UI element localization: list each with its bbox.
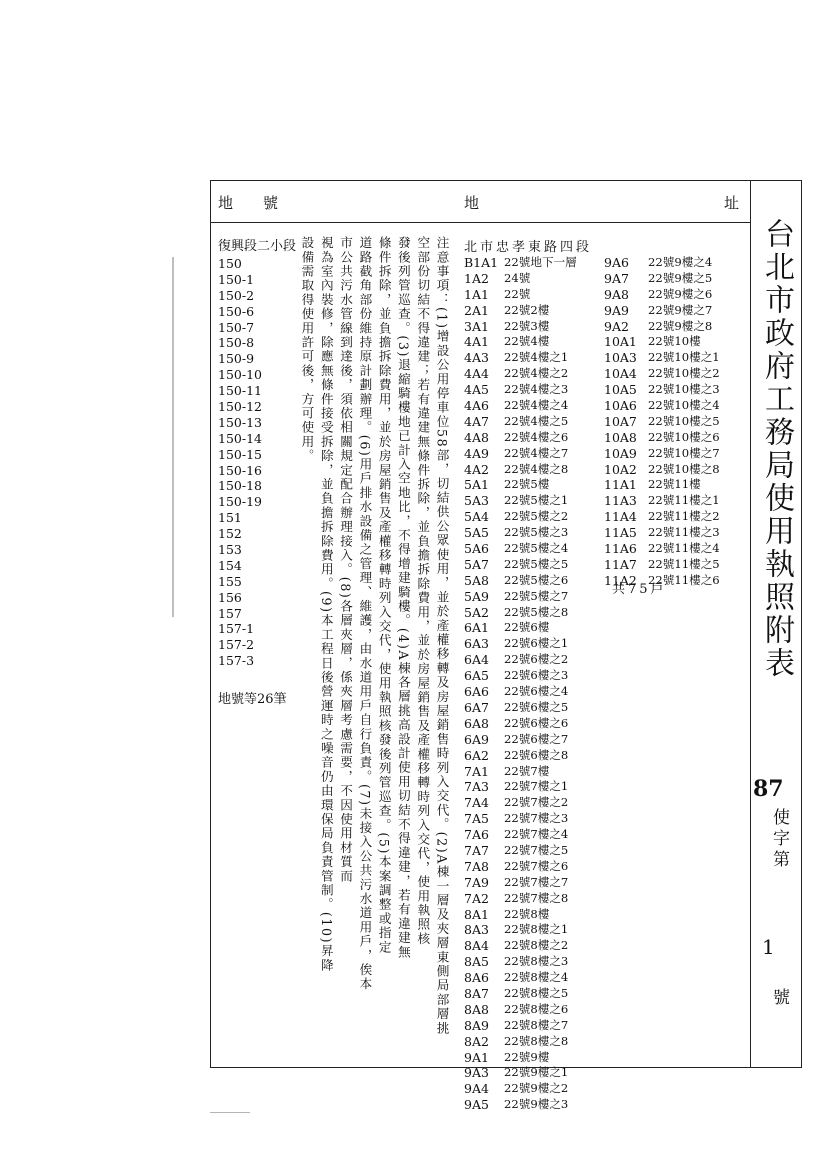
lot-number: 155 [218, 573, 242, 589]
unit-address: 22號6樓之3 [504, 668, 569, 683]
title-divider [750, 180, 751, 1068]
unit-code: 5A7 [464, 556, 489, 572]
lot-number: 150-16 [218, 462, 262, 478]
permit-suffix: 號 [769, 988, 789, 1005]
unit-code: 7A7 [464, 842, 489, 858]
unit-code: 7A3 [464, 779, 489, 795]
unit-code: 9A5 [464, 1097, 489, 1113]
unit-list-b [604, 255, 637, 589]
unit-code: 2A1 [464, 302, 489, 318]
lot-number: 154 [218, 557, 242, 573]
unit-address: 22號5樓之5 [504, 556, 569, 571]
unit-code: 7A8 [464, 858, 489, 874]
unit-address: 22號11樓之6 [648, 572, 720, 587]
unit-address: 22號5樓 [504, 477, 550, 492]
document-title: 台北市政府工務局使用執照附表 [759, 218, 794, 680]
unit-code: 10A9 [604, 445, 637, 461]
unit-code: 6A8 [464, 715, 489, 731]
lot-number: 150-18 [218, 478, 262, 494]
unit-address: 22號11樓之4 [648, 541, 720, 556]
unit-code: 4A7 [464, 413, 489, 429]
lot-number: 150-19 [218, 494, 262, 510]
lot-number: 157-3 [218, 653, 255, 669]
lot-number: 150-11 [218, 383, 262, 399]
lot-header: 地 號 [218, 194, 279, 212]
unit-address: 22號地下一層 [504, 255, 577, 269]
unit-address: 22號6樓之5 [504, 699, 569, 714]
unit-list-a [464, 255, 498, 1113]
lot-number: 150-2 [218, 287, 255, 303]
unit-code: 8A2 [464, 1033, 489, 1049]
unit-address: 22號4樓之4 [504, 398, 569, 413]
lot-number: 152 [218, 526, 242, 542]
unit-address: 22號8樓之2 [504, 938, 569, 953]
unit-code: 9A1 [464, 1049, 489, 1065]
unit-code: 5A5 [464, 525, 489, 541]
unit-code: 10A4 [604, 366, 637, 382]
unit-address: 22號11樓之3 [648, 525, 720, 540]
unit-address: 22號10樓之6 [648, 429, 720, 444]
lot-number: 151 [218, 510, 242, 526]
unit-code: 11A4 [604, 509, 637, 525]
lot-number: 150-10 [218, 367, 262, 383]
note-column: 條件拆除，並負擔拆除費用，並於房屋銷售及產權移轉時列入交代，使用執照核發後列管巡查。(5)本案調整或指定 [376, 236, 392, 955]
unit-code: 6A3 [464, 636, 489, 652]
unit-code: 7A1 [464, 763, 489, 779]
unit-address: 22號 [504, 286, 531, 301]
unit-address: 22號11樓 [648, 477, 701, 492]
unit-address: 22號9樓之7 [648, 302, 713, 317]
unit-code: 10A3 [604, 350, 637, 366]
unit-address: 24號 [504, 270, 531, 285]
unit-address: 22號8樓之8 [504, 1033, 569, 1048]
unit-code: 7A6 [464, 827, 489, 843]
unit-address: 22號4樓 [504, 334, 550, 349]
unit-address: 22號8樓之1 [504, 922, 569, 937]
unit-code: 11A5 [604, 525, 637, 541]
unit-address: 22號7樓之3 [504, 811, 569, 826]
permit-index: 1 [762, 935, 775, 959]
unit-address: 22號8樓之6 [504, 1001, 569, 1016]
unit-address: 22號5樓之1 [504, 493, 569, 508]
unit-code: 8A5 [464, 954, 489, 970]
unit-code: 8A9 [464, 1017, 489, 1033]
unit-code: B1A1 [464, 255, 499, 270]
unit-code: 8A7 [464, 985, 489, 1001]
unit-code: 8A1 [464, 906, 489, 922]
unit-address: 22號6樓 [504, 620, 550, 635]
unit-address: 22號9樓之3 [504, 1097, 569, 1112]
lot-number: 150-14 [218, 430, 262, 446]
unit-code: 9A9 [604, 302, 629, 318]
unit-code: 9A6 [604, 255, 629, 270]
unit-address: 22號10樓之2 [648, 366, 720, 381]
unit-code: 6A2 [464, 747, 489, 763]
unit-code: 11A7 [604, 556, 637, 572]
address-header: 地 [464, 194, 480, 212]
lot-number: 150-12 [218, 399, 262, 415]
scan-mark [172, 257, 174, 617]
unit-address: 22號11樓之5 [648, 556, 720, 571]
unit-address: 22號4樓之3 [504, 382, 569, 397]
unit-address: 22號4樓之7 [504, 445, 569, 460]
unit-code: 4A1 [464, 334, 489, 350]
lot-count: 地號等26筆 [218, 692, 287, 707]
unit-code: 10A8 [604, 429, 637, 445]
unit-code: 7A2 [464, 890, 489, 906]
permit-prefix: 使字第 [769, 808, 789, 871]
unit-code: 5A9 [464, 588, 489, 604]
permit-number: 87 [753, 776, 784, 802]
unit-code: 6A9 [464, 731, 489, 747]
unit-address: 22號5樓之3 [504, 525, 569, 540]
unit-code: 5A2 [464, 604, 489, 620]
unit-code: 9A7 [604, 270, 629, 286]
unit-code: 10A2 [604, 461, 637, 477]
scan-mark [210, 1112, 250, 1113]
unit-code: 6A7 [464, 699, 489, 715]
unit-address: 22號10樓 [648, 334, 701, 349]
lot-number: 157 [218, 605, 242, 621]
unit-address: 22號8樓之4 [504, 970, 569, 985]
unit-code: 5A4 [464, 509, 489, 525]
unit-code: 10A6 [604, 398, 637, 414]
lot-number: 150-7 [218, 319, 255, 335]
unit-address: 22號7樓之4 [504, 827, 569, 842]
unit-code: 5A3 [464, 493, 489, 509]
unit-code: 3A1 [464, 318, 489, 334]
lot-number: 150-15 [218, 446, 262, 462]
unit-code: 10A5 [604, 382, 637, 398]
lot-number: 153 [218, 542, 242, 558]
unit-code: 4A4 [464, 366, 489, 382]
unit-address: 22號5樓之2 [504, 509, 569, 524]
unit-address: 22號5樓之7 [504, 588, 569, 603]
unit-code: 5A8 [464, 572, 489, 588]
unit-code: 9A8 [604, 286, 629, 302]
lot-number: 156 [218, 589, 242, 605]
unit-address: 22號9樓之6 [648, 286, 713, 301]
unit-address: 22號6樓之7 [504, 731, 569, 746]
unit-address: 22號11樓之2 [648, 509, 720, 524]
address-header-end: 址 [724, 194, 740, 212]
unit-address: 22號9樓 [504, 1049, 550, 1064]
unit-address: 22號5樓之8 [504, 604, 569, 619]
unit-address: 22號6樓之8 [504, 747, 569, 762]
unit-address: 22號11樓之1 [648, 493, 720, 508]
unit-code: 4A3 [464, 350, 489, 366]
unit-address: 22號10樓之8 [648, 461, 720, 476]
unit-address: 22號4樓之6 [504, 429, 569, 444]
unit-address: 22號3樓 [504, 318, 550, 333]
street-name: 北市忠孝東路四段 [464, 240, 593, 255]
unit-address: 22號4樓之2 [504, 366, 569, 381]
unit-code: 11A2 [604, 572, 637, 588]
lot-number: 150-6 [218, 303, 255, 319]
unit-code: 6A5 [464, 668, 489, 684]
lot-number: 150-1 [218, 271, 255, 287]
unit-code: 5A1 [464, 477, 489, 493]
unit-code: 4A2 [464, 461, 489, 477]
header-divider [210, 222, 750, 223]
lot-number: 157-2 [218, 637, 255, 653]
unit-code: 7A5 [464, 811, 489, 827]
unit-address: 22號6樓之6 [504, 715, 569, 730]
unit-code: 6A1 [464, 620, 489, 636]
note-column: 市公共污水管線到達後，須依相關規定配合辦理接入。(8)各層夾層，係夾層考慮需要，不因使用材質而 [338, 236, 354, 884]
section-name: 復興段二小段 [218, 239, 297, 254]
unit-address: 22號4樓之1 [504, 350, 569, 365]
unit-address: 22號4樓之5 [504, 413, 569, 428]
note-column: 發後列管巡查。(3)退縮騎樓地已計入空地比，不得增建騎樓。(4)A棟各層挑高設計使用切結不得違建，若有違建無 [395, 236, 411, 960]
lot-number: 150-8 [218, 335, 255, 351]
unit-address: 22號4樓之8 [504, 461, 569, 476]
lot-number: 150 [218, 256, 242, 271]
lot-number: 150-13 [218, 414, 262, 430]
note-column: 道路截角部份維持原計劃辦理。(6)用戶排水設備之管理、維護，由水道用戶自行負責。(7)未接入公共污水道用戶，俟本 [357, 236, 373, 992]
lot-list [218, 256, 262, 669]
unit-address: 22號8樓 [504, 906, 550, 921]
unit-address: 22號7樓之8 [504, 890, 569, 905]
unit-address: 22號7樓之7 [504, 874, 569, 889]
unit-code: 6A6 [464, 684, 489, 700]
unit-address: 22號8樓之7 [504, 1017, 569, 1032]
unit-code: 9A4 [464, 1081, 489, 1097]
unit-address: 22號2樓 [504, 302, 550, 317]
address-list-a [504, 255, 577, 1113]
unit-address: 22號9樓之8 [648, 318, 713, 333]
unit-address: 22號5樓之6 [504, 572, 569, 587]
unit-address: 22號10樓之3 [648, 382, 720, 397]
unit-code: 7A4 [464, 795, 489, 811]
unit-code: 6A4 [464, 652, 489, 668]
unit-code: 9A3 [464, 1065, 489, 1081]
unit-code: 9A2 [604, 318, 629, 334]
unit-address: 22號9樓之1 [504, 1065, 569, 1080]
unit-code: 8A4 [464, 938, 489, 954]
unit-address: 22號5樓之4 [504, 541, 569, 556]
unit-address: 22號8樓之5 [504, 985, 569, 1000]
unit-code: 11A3 [604, 493, 637, 509]
unit-code: 8A8 [464, 1001, 489, 1017]
unit-address: 22號10樓之7 [648, 445, 720, 460]
unit-address: 22號10樓之5 [648, 413, 720, 428]
note-column: 視為室內裝修，除應無條件接受拆除，並負擔拆除費用。(9)本工程日後營運時之噪音仍由環保局負責管制。(10)昇降 [318, 236, 334, 973]
unit-code: 5A6 [464, 541, 489, 557]
unit-address: 22號7樓 [504, 763, 550, 778]
total-units: 共75戶 [612, 582, 667, 597]
unit-address: 22號6樓之2 [504, 652, 569, 667]
unit-address: 22號7樓之5 [504, 842, 569, 857]
unit-code: 1A2 [464, 270, 489, 286]
unit-code: 11A1 [604, 477, 637, 493]
unit-address: 22號6樓之1 [504, 636, 569, 651]
unit-code: 8A3 [464, 922, 489, 938]
lot-number: 150-9 [218, 351, 255, 367]
note-column: 空部份切結不得違建；若有違建無條件拆除，並負擔拆除費用，並於房屋銷售及產權移轉時列入交代，使用執照核 [415, 236, 431, 946]
unit-code: 10A1 [604, 334, 637, 350]
unit-address: 22號7樓之1 [504, 779, 569, 794]
unit-address: 22號6樓之4 [504, 684, 569, 699]
unit-address: 22號7樓之2 [504, 795, 569, 810]
address-list-b [648, 255, 720, 589]
unit-code: 11A6 [604, 541, 637, 557]
unit-code: 8A6 [464, 970, 489, 986]
note-column: 設備需取得使用許可後，方可使用。 [299, 236, 315, 464]
lot-number: 157-1 [218, 621, 255, 637]
unit-address: 22號9樓之5 [648, 270, 713, 285]
unit-address: 22號9樓之4 [648, 255, 713, 269]
unit-address: 22號9樓之2 [504, 1081, 569, 1096]
unit-address: 22號7樓之6 [504, 858, 569, 873]
unit-code: 4A9 [464, 445, 489, 461]
unit-code: 7A9 [464, 874, 489, 890]
unit-code: 4A5 [464, 382, 489, 398]
unit-code: 4A6 [464, 398, 489, 414]
note-column: 注意事項：(1)增設公用停車位58部，切結供公眾使用，並於產權移轉及房屋銷售時列入交代。(2)A棟一層及夾層東側局部層挑 [434, 236, 450, 1036]
unit-address: 22號10樓之4 [648, 398, 720, 413]
unit-address: 22號8樓之3 [504, 954, 569, 969]
unit-address: 22號10樓之1 [648, 350, 720, 365]
unit-code: 4A8 [464, 429, 489, 445]
unit-code: 10A7 [604, 413, 637, 429]
unit-code: 1A1 [464, 286, 489, 302]
